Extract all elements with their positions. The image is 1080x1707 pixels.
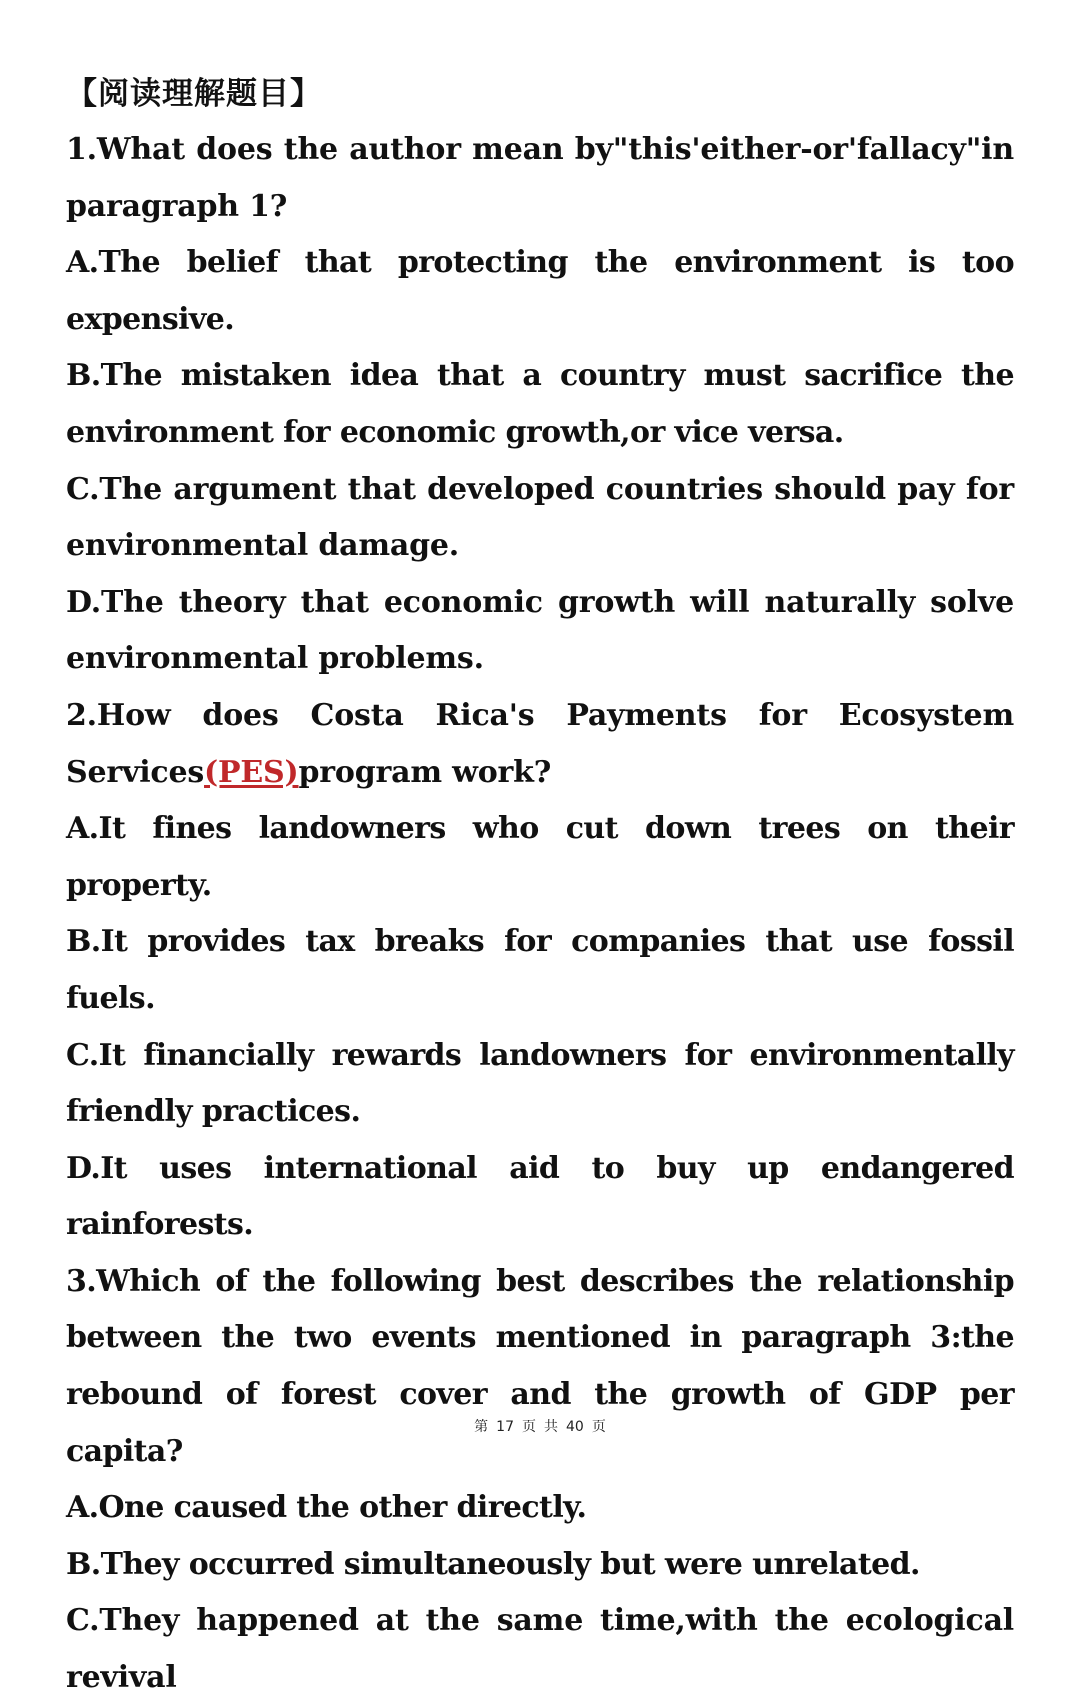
question-2-option-a: A.It fines landowners who cut down trees on their property. — [66, 811, 1014, 903]
footer-current-page: 17 — [496, 1419, 514, 1435]
footer-total-word: 共 — [544, 1419, 558, 1435]
question-1-option-d: D.The theory that economic growth will naturally solve environmental problems. — [66, 584, 1014, 677]
document-page — [66, 66, 1014, 1707]
question-2-option-c: C.It financially rewards landowners for environmentally friendly practices. — [66, 1037, 1014, 1130]
question-2-stem-text: 2.How does Costa Rica's Payments for Ecosystem Services — [66, 697, 1014, 790]
footer-suffix: 页 — [591, 1419, 606, 1435]
question-1-stem: 1.What does the author mean by"this'either-or'fallacy"in paragraph 1? — [66, 132, 1014, 224]
footer-page-word: 页 — [522, 1419, 536, 1435]
question-1-option-a: A.The belief that protecting the environment is too expensive. — [66, 245, 1014, 337]
question-3-option-a: A.One caused the other directly. — [66, 1490, 587, 1526]
question-2-stem — [66, 688, 1014, 801]
question-3-stem: 3.Which of the following best describes the relationship between the two events mentioned in paragraph 3:the rebound of forest cover and the growth of GDP per capita? — [66, 1263, 1014, 1469]
question-3-option-c: C.They happened at the same time,with the ecological revival — [66, 1603, 1014, 1696]
question-2-option-d: D.It uses international aid to buy up endangered rainforests. — [66, 1150, 1014, 1243]
question-1-option-b: B.The mistaken idea that a country must sacrifice the environment for economic growth,or vice versa. — [66, 358, 1014, 450]
question-2-option-b: B.It provides tax breaks for companies that use fossil fuels. — [66, 924, 1014, 1016]
page-footer — [0, 1417, 1080, 1437]
footer-prefix: 第 — [474, 1419, 489, 1435]
section-title: 【阅读理解题目】 — [66, 76, 322, 112]
question-1-option-c: C.The argument that developed countries should pay for environmental damage. — [66, 471, 1014, 564]
pes-highlight: (PES) — [204, 754, 299, 790]
question-2-stem-tail: program work? — [298, 754, 552, 790]
footer-total-pages: 40 — [566, 1419, 584, 1435]
question-3-option-b: B.They occurred simultaneously but were unrelated. — [66, 1546, 920, 1582]
